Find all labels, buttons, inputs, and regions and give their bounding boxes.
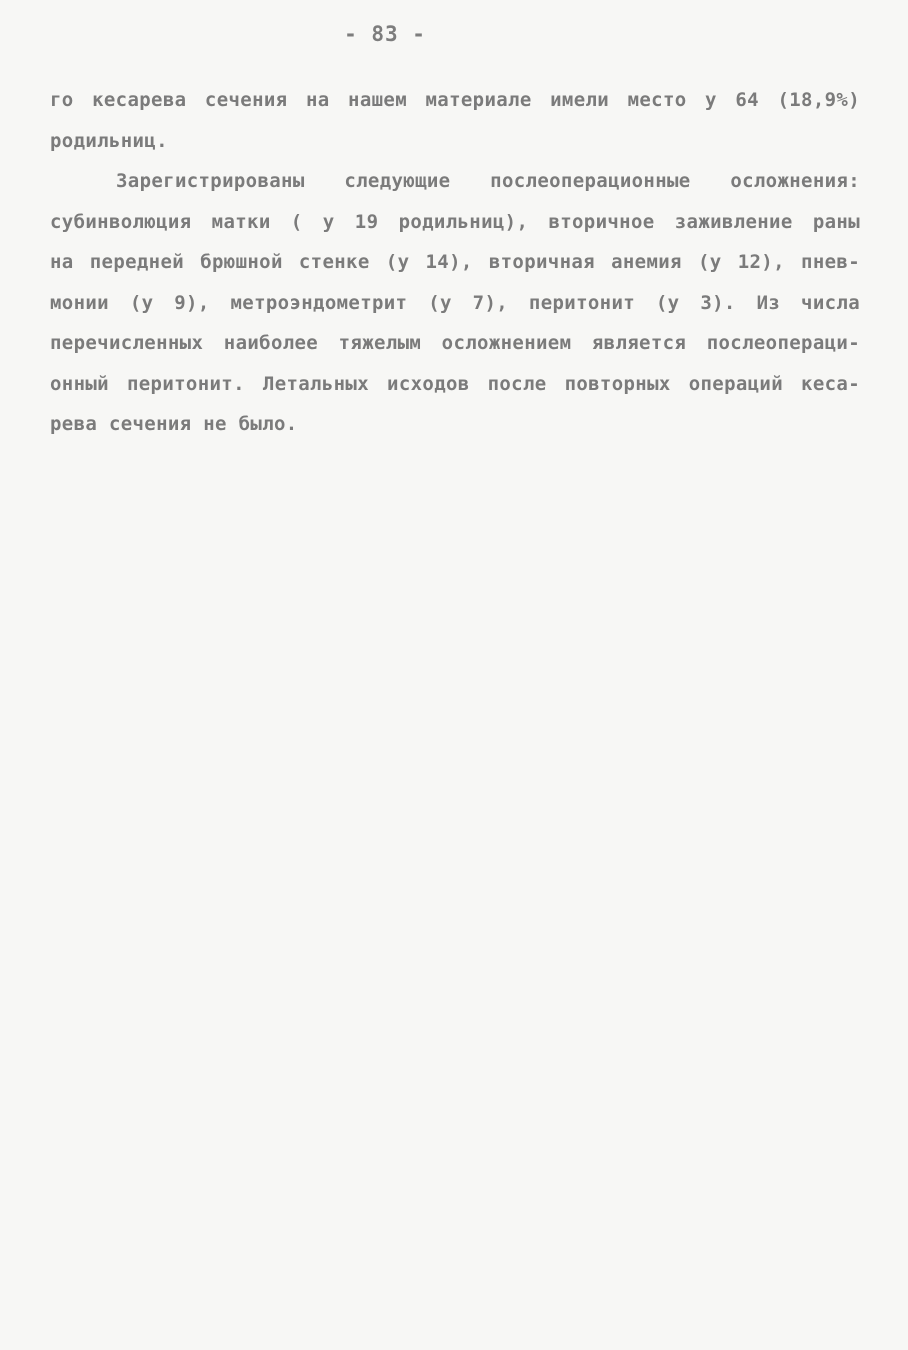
page-number: - 83 - bbox=[344, 22, 426, 46]
text-line: субинволюция матки ( у 19 родильниц), вторичное заживление раны bbox=[50, 210, 860, 233]
text-line: рева сечения не было. bbox=[50, 413, 298, 435]
text-line: Зарегистрированы следующие послеоперационные осложнения: bbox=[116, 170, 860, 192]
text-line: на передней брюшной стенке (у 14), вторичная анемия (у 12), пнев- bbox=[50, 251, 860, 273]
paragraph-continuation bbox=[50, 80, 860, 161]
text-line: монии (у 9), метроэндометрит (у 7), перитонит (у 3). Из числа bbox=[50, 291, 860, 314]
text-line: онный перитонит. Летальных исходов после повторных операций кеса- bbox=[50, 372, 860, 395]
text-line: перечисленных наиболее тяжелым осложнением является послеопераци- bbox=[50, 332, 860, 354]
body-text bbox=[50, 80, 860, 445]
paragraph-complications bbox=[50, 161, 860, 445]
text-line: го кесарева сечения на нашем материале имели место у 64 (18,9%) bbox=[50, 89, 860, 111]
text-line: родильниц. bbox=[50, 129, 168, 152]
